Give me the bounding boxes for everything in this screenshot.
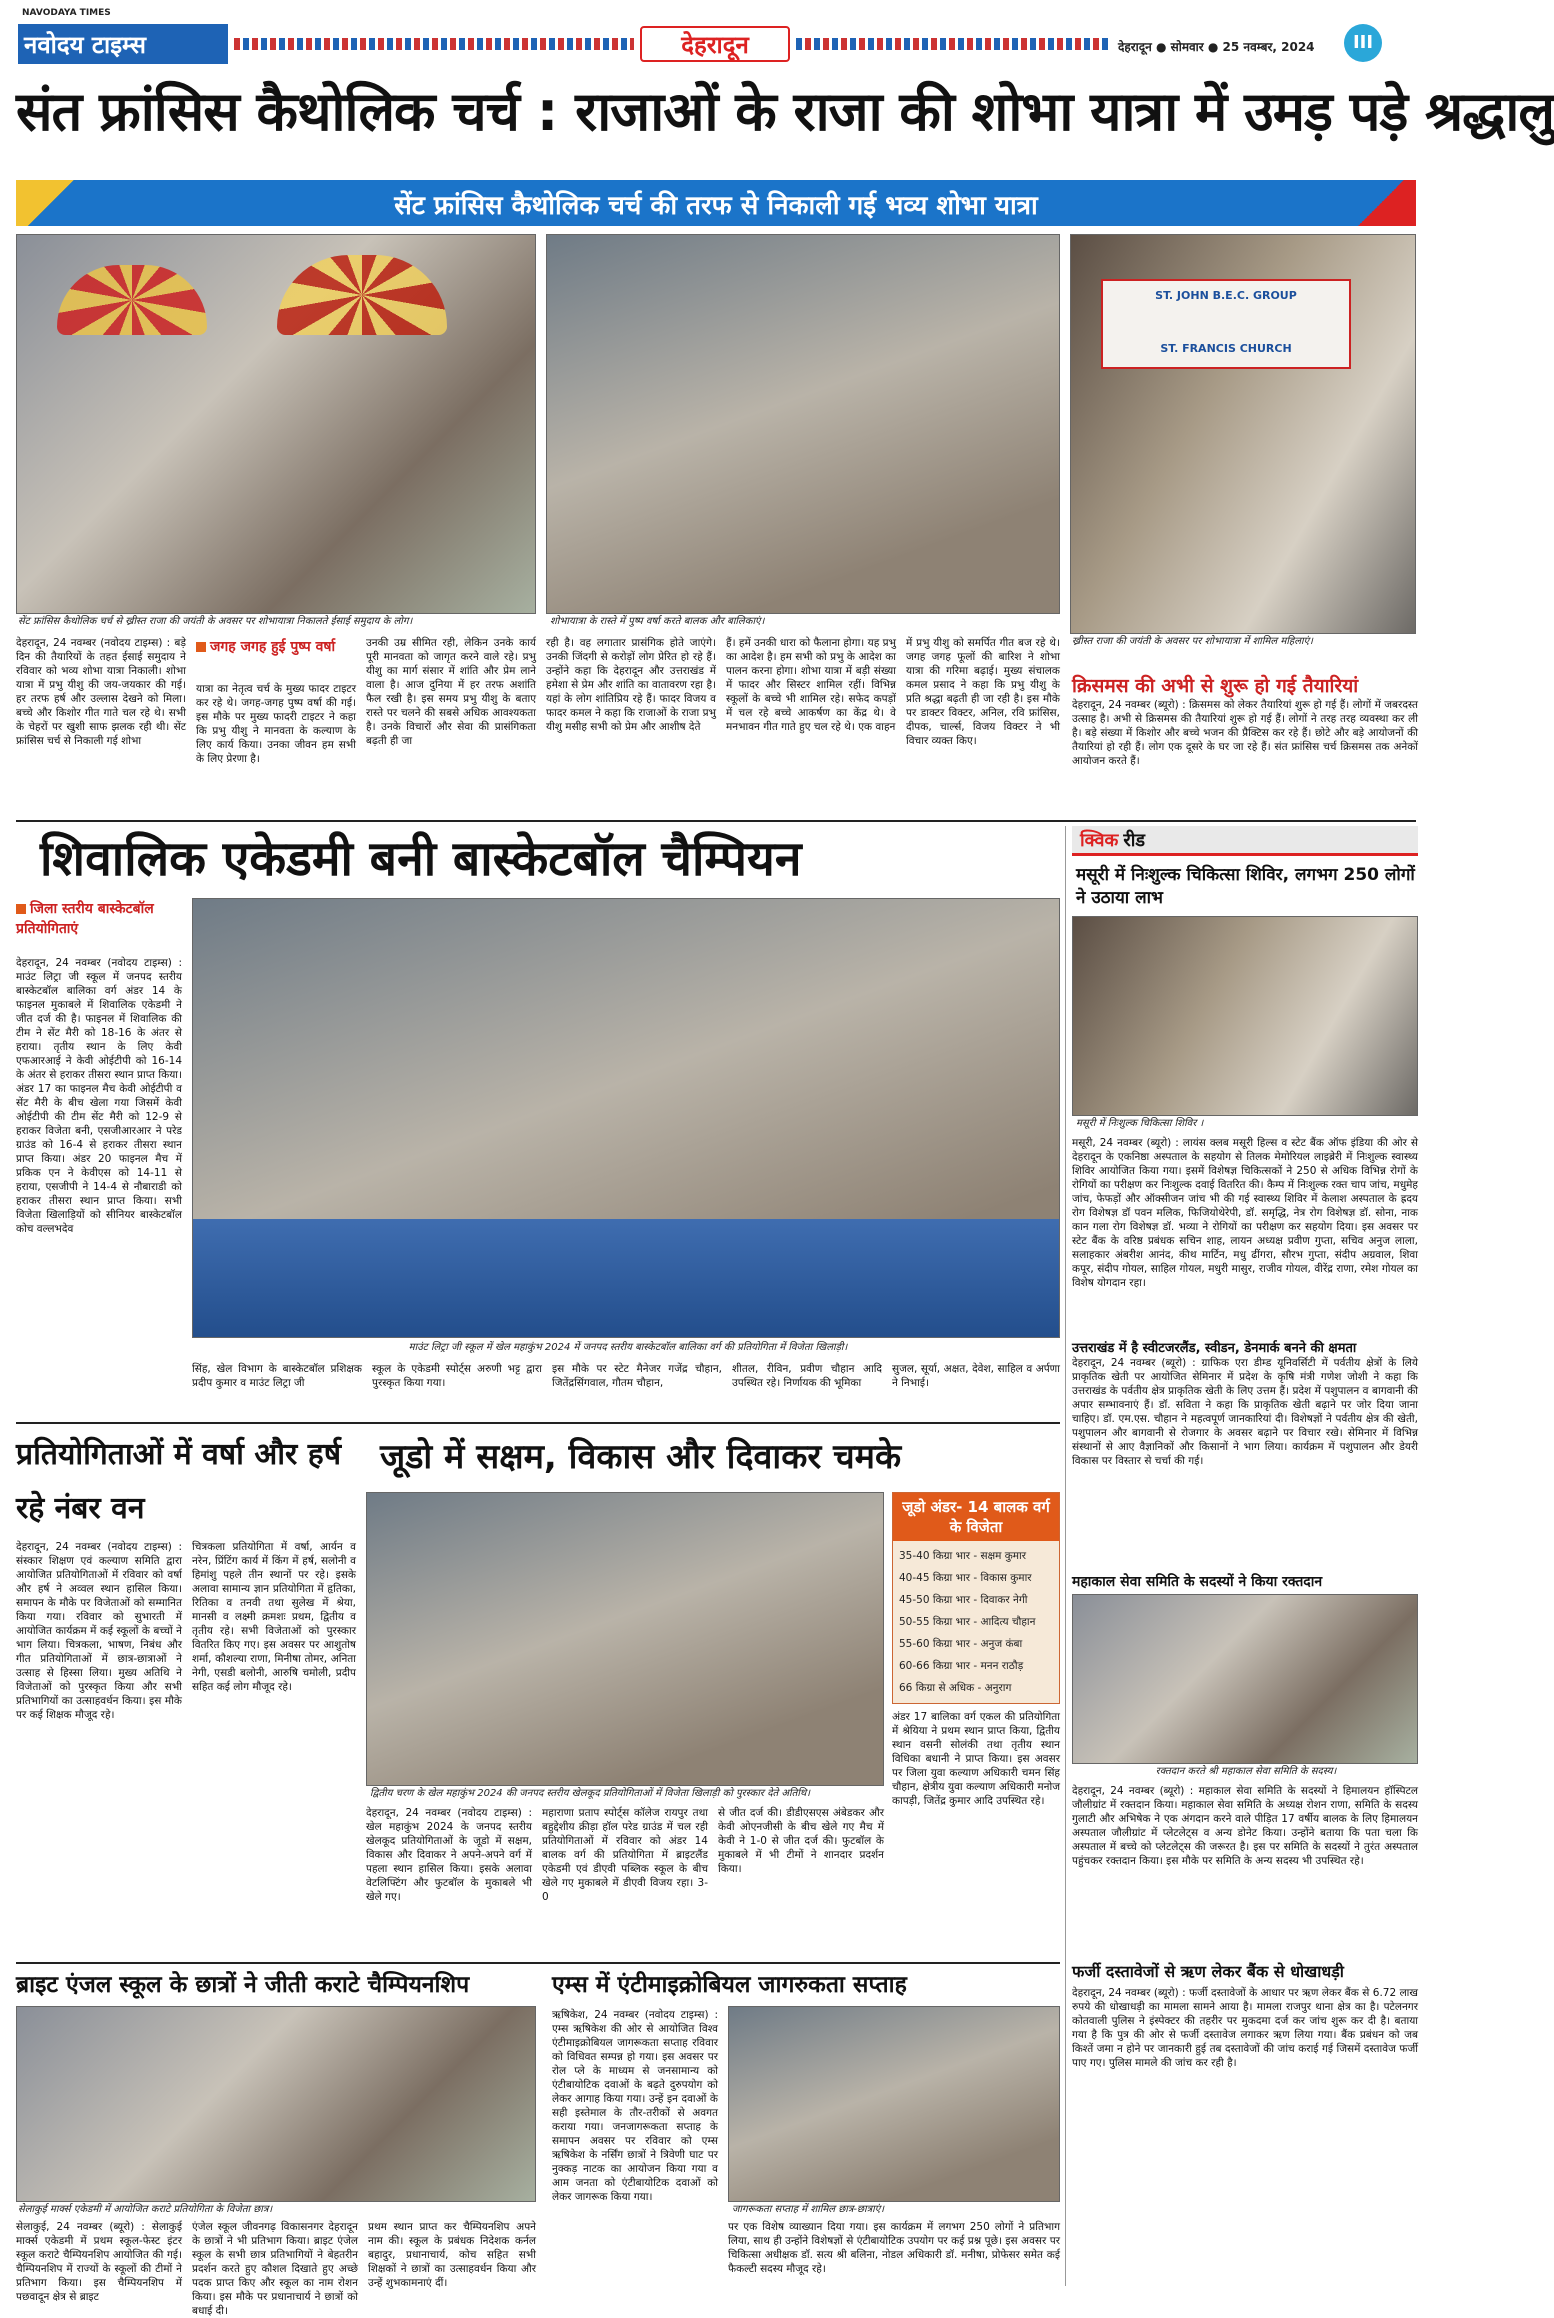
lead-body-col4: रही है। वह लगातार प्रासंगिक होते जाएंगे। उनकी जिंदगी से करोड़ों लोग प्रेरित हो रहे हैं। उन्होंने कहा कि देहरादून और उत्तराखंड में हमेशा से प्रेम और शांति का वातावरण रहा है। यहां के लोग शांतिप्रिय रहे हैं। फादर विजय व फादर कमल ने कहा कि राजाओं के राजा प्रभु यीशु मसीह सभी को प्रेम और आशीष देते [546,637,716,733]
karate-body-col1: सेलाकुई, 24 नवम्बर (ब्यूरो) : सेलाकुई मार्क्स एकेडमी में प्रथम स्कूल-फेस्ट इंटर स्कूल कराटे चैम्पियनशिप आयोजित की गई। चैम्पियनशिप में राज्यों के स्कूलों की टीमों ने प्रतिभाग किया। इस चैम्पियनशिप में पछवादून क्षेत्र से ब्राइट [16,2221,182,2303]
judo-body-col1: देहरादून, 24 नवम्बर (नवोदय टाइम्स) : खेल महाकुंभ 2024 के जनपद स्तरीय खेलकूद प्रतियोगिताओं के जूडो में सक्षम, विकास और दिवाकर ने अपने-अपने वर्ग में पहला स्थान हासिल किया। इसके अलावा वेटलिफ्टिंग और फुटबॉल के मुकाबले भी खेले गए। [366,1807,532,1903]
lead-body-col3: उनकी उम्र सीमित रही, लेकिन उनके कार्य पूरी मानवता को जागृत करने वाले रहे। प्रभु यीशु का मार्ग संसार में शांति और प्रेम लाने वाला है। आज दुनिया में हर तरफ अशांति फैल रखी है। इस समय प्रभु यीशु के बताए रास्ते पर चलने की सबसे अधिक आवश्यकता है। उनके विचारों और सेवा की प्रासंगिकता बढ़ती ही जा [366,637,536,747]
kicker-text: जिला स्तरीय बास्केटबॉल प्रतियोगिताएं [16,901,154,937]
basketball-body-col5: शीतल, रीविन, प्रवीण चौहान आदि उपस्थित रहे। निर्णायक की भूमिका [732,1363,882,1389]
quick-read-header [1072,826,1418,856]
quick-story3-headline: महाकाल सेवा समिति के सदस्यों ने किया रक्तदान [1072,1574,1323,1590]
basketball-body-col3: स्कूल के एकेडमी स्पोर्ट्स अरुणी भट्ट द्वारा पुरस्कृत किया गया। [372,1363,542,1389]
varsha-body-col2: चित्रकला प्रतियोगिता में वर्षा, आर्यन व नरेन, प्रिंटिंग कार्य में किंग में हर्ष, सलोनी व हिमांशु पहले तीन स्थानों पर रहे। इसके अलावा सामान्य ज्ञान प्रतियोगिता में हृतिका, रितिका व तनवी तथा सुलेख में श्रेया, मानसी व लक्ष्मी क्रमशः प्रथम, द्वितीय व तृतीय रहे। सभी विजेताओं को पुरस्कार वितरित किए गए। इस अवसर पर आशुतोष शर्मा, कौशल्या राणा, मिनीषा तोमर, अनिता नेगी, एसडी बलोनी, आरुषि चमोली, प्रदीप सहित कई लोग मौजूद रहे। [192,1541,356,1693]
quick-story2-body: देहरादून, 24 नवम्बर (ब्यूरो) : ग्राफिक एरा डीम्ड यूनिवर्सिटी में पर्वतीय क्षेत्रों के लिये प्राकृतिक खेती पर आयोजित सेमिनार में प्रदेश के कृषि मंत्री गणेश जोशी ने कहा कि उत्तराखंड के पर्वतीय क्षेत्र प्राकृतिक खेती के लिए उत्तम हैं। प्रदेश में पशुपालन व बागवानी की अपार सम्भावनाएं हैं। डॉ. सविता ने कहा कि प्राकृतिक खेती बढ़ाने पर जोर दिया जाना चाहिए। डॉ. एम.एस. चौहान ने महत्वपूर्ण जानकारियां दी। विशेषज्ञों ने पर्वतीय क्षेत्र की खेती, पशुपालन और बागवानी से रोजगार के अवसर बढ़ाने पर विचार रखे। सेमिनार में विभिन्न संस्थानों से आए वैज्ञानिकों और किसानों ने भाग लिया। कार्यक्रम में पशुपालन और डेयरी विकास पर विस्तार से चर्चा की गई। [1072,1357,1418,1467]
lead-photo-caption-3: ख्रीस्त राजा की जयंती के अवसर पर शोभायात्रा में शामिल महिलाएं। [1072,636,1313,647]
aiims-body-col1: ऋषिकेश, 24 नवम्बर (नवोदय टाइम्स) : एम्स ऋषिकेश की ओर से आयोजित विश्व एंटीमाइक्रोबियल जागरूकता सप्ताह रविवार को विधिवत सम्पन्न हो गया। इस अवसर पर रोल प्ले के माध्यम से जनसामान्य को एंटीबायोटिक दवाओं के बढ़ते दुरुपयोग को लेकर आगाह किया गया। उन्हें इन दवाओं के सही इस्तेमाल के तौर-तरीकों से अवगत कराया गया। जनजागरूकता सप्ताह के समापन अवसर पर रविवार को एम्स ऋषिकेश के नर्सिंग छात्रों ने त्रिवेणी घाट पर नुक्कड़ नाटक का आयोजन किया गया व आम जनता को एंटीबायोटिक दवाओं को लेकर जागरूक किया गया। [552,2009,718,2203]
lead-headline: संत फ्रांसिस कैथोलिक चर्च : राजाओं के राजा की शोभा यात्रा में उमड़ पड़े श्रद्धालु [16,80,1554,143]
judo-winner-item: 35-40 किग्रा भार - सक्षम कुमार [899,1550,1027,1562]
christmas-body: देहरादून, 24 नवम्बर (ब्यूरो) : क्रिसमस को लेकर तैयारियां शुरू हो गई हैं। लोगों में जबरदस्त उत्साह है। अभी से क्रिसमस की तैयारियां शुरू हो गई हैं। लोगों ने तरह तरह व्यवस्था कर ली है। बड़े संख्या में किशोर और बच्चे भजन की प्रैक्टिस कर रहे हैं। छोटे और बड़े आयोजनों की तैयारियां हो रही हैं। लोग एक दूसरे के घर जा रहे हैं। संत फ्रांसिस चर्च क्रिसमस तक अनेकों आयोजन करते हैं। [1072,699,1418,767]
column-divider [1065,826,1066,2286]
lead-photo-children [546,234,1060,614]
judo-body-col2: महाराणा प्रताप स्पोर्ट्स कॉलेज रायपुर तथा बहुद्देशीय क्रीड़ा हॉल परेड ग्राउंड में चल रही प्रतियोगिताओं में रविवार को अंडर 14 बालक वर्ग की प्रतियोगिता में ब्राइटलैंड एकेडमी एवं डीएवी पब्लिक स्कूल के बीच खेले गए मुकाबले में डीएवी विजय रहा। 3-0 [542,1807,708,1903]
quick-story1-caption: मसूरी में निःशुल्क चिकित्सा शिविर । [1076,1118,1204,1129]
lead-photo-procession [16,234,536,614]
aiims-headline: एम्स में एंटीमाइक्रोबियल जागरुकता सप्ताह [552,1972,907,1998]
quick-story4-body: देहरादून, 24 नवम्बर (ब्यूरो) : फर्जी दस्तावेजों के आधार पर ऋण लेकर बैंक से 6.72 लाख रुपये की धोखाधड़ी का मामला सामने आया है। मामला राजपुर थाना क्षेत्र का है। पटेलनगर कोतवाली पुलिस ने इंस्पेक्टर की तहरीर पर मुकदमा दर्ज कर जांच शुरू कर दी है। बताया गया है कि पुत्र की ओर से फर्जी दस्तावेज लगाकर ऋण लिया गया। बैंक प्रबंधन को जब किश्तें जमा न होने पर जानकारी हुई तब दस्तावेजों की जांच कराई गई जिसमें दस्तावेज फर्जी पाए गए। पुलिस मामले की जांच कर रही है। [1072,1987,1418,2069]
judo-winner-item: 60-66 किग्रा भार - मनन राठौड़ [899,1660,1024,1672]
quick-story1-body: मसूरी, 24 नवम्बर (ब्यूरो) : लायंस क्लब मसूरी हिल्स व स्टेट बैंक ऑफ इंडिया की ओर से देहरादून के एकनिष्ठा अस्पताल के सहयोग से तिलक मेमोरियल लाइब्रेरी में निःशुल्क स्वास्थ्य शिविर आयोजित किया गया। इसमें विशेषज्ञ चिकित्सकों ने 250 से अधिक विभिन्न रोगों के रोगियों का परीक्षण कर निःशुल्क दवाई वितरित की। कैम्प में निःशुल्क रक्त चाप जांच, मधुमेह जांच, फेफड़ों और ऑक्सीजन जांच भी की गई स्वास्थ्य शिविर में केलाश अस्पताल के ह्रदय रोग विशेषज्ञ डॉ पवन मलिक, फिजियोथेरेपी, डॉ. समृद्धि, नेत्र रोग विशेषज्ञ डॉ. सोना, नाक कान गला रोग विशेषज्ञ डॉ. भव्या ने रोगियों का परीक्षण कर सहयोग दिया। इस अवसर पर स्टेट बैंक के वरिष्ठ प्रबंधक सचिन शाह, लायन अध्यक्ष प्रवीण गुप्ता, सचिव अनुज लाला, सलाहकार अंबरीश आनंद, कीथ मार्टिन, मधु ढींगरा, सौरभ गुप्ता, संदीप अग्रवाल, शिवा कपूर, संदीप गोयल, साहिल गोयल, मधुरी मासुर, राजीव गोयल, वीरेंद्र राणा, रमेश गोयल का विशेष योगदान रहा। [1072,1137,1418,1289]
dateline: देहरादून ● सोमवार ● 25 नवम्बर, 2024 [1118,40,1315,54]
judo-caption: द्वितीय चरण के खेल महाकुंभ 2024 की जनपद स्तरीय खेलकूद प्रतियोगिताओं में विजेता खिलाड़ी को पुरस्कार देते अतिथि। [370,1788,811,1799]
masthead-divider-left [234,38,634,50]
quick-story3-photo [1072,1594,1418,1764]
quick-story1-photo [1072,916,1418,1116]
quick-story3-caption: रक्तदान करते श्री महाकाल सेवा समिति के सदस्य। [1155,1766,1337,1777]
judo-winners-list [893,1541,1059,1703]
varsha-body-col1: देहरादून, 24 नवम्बर (नवोदय टाइम्स) : संस्कार शिक्षण एवं कल्याण समिति द्वारा आयोजित प्रतियोगिताओं में रविवार को वर्षा और हर्ष ने अव्वल स्थान हासिल किया। समापन के मौके पर विजेताओं को सम्मानित किया गया। रविवार को सुभारती में आयोजित कार्यक्रम में कई स्कूलों के बच्चों ने भाग लिया। चित्रकला, भाषण, निबंध और गीत प्रतियोगिताओं में छात्र-छात्राओं ने उत्साह से हिस्सा लिया। मुख्य अतिथि ने विजेताओं को पुरस्कृत किया और सभी प्रतिभागियों का उत्साहवर्धन किया। इस मौके पर कई शिक्षक मौजूद रहे। [16,1541,182,1721]
lead-body-col1: देहरादून, 24 नवम्बर (नवोदय टाइम्स) : बड़े दिन की तैयारियों के तहत ईसाई समुदाय ने रविवार को भव्य शोभा यात्रा निकाली। शोभा यात्रा में प्रभु यीशु की जय-जयकार की गई। हर तरफ हर्ष और उल्लास देखने को मिला। बच्चे और किशोर गीत गाते चल रहे थे। सभी के चेहरों पर खुशी साफ झलक रही थी। सेंट फ्रांसिस चर्च से निकाली गई शोभा [16,637,186,747]
lead-body-col6: में प्रभु यीशु को समर्पित गीत बज रहे थे। जगह जगह फूलों की बारिश ने शोभा यात्रा की गरिमा बढ़ाई। मुख्य संचालक कमल प्रसाद ने कहा कि प्रभु यीशु के प्रति श्रद्धा बढ़ती ही जा रही है। इस मौके पर डाक्टर विक्टर, अनिल, रवि फ्रांसिस, दीपक, चार्ल्स, विजय विक्टर ने भी विचार व्यक्त किए। [906,637,1060,747]
karate-caption: सेलाकुई मार्क्स एकेडमी में आयोजित कराटे प्रतियोगिता के विजेता छात्र। [18,2204,273,2215]
karate-body-col2: एंजेल स्कूल जीवनगढ़ विकासनगर देहरादून के छात्रों ने भी प्रतिभाग किया। ब्राइट एंजेल स्कूल के सभी छात्र प्रतिभागियों ने बेहतरीन प्रदर्शन करते हुए कौशल दिखाते हुए अच्छे पदक प्राप्त किए और स्कूल का नाम रोशन किया। इस मौके पर प्रधानाचार्य ने छात्रों को बधाई दी। [192,2221,358,2317]
judo-body-col3: से जीत दर्ज की। डीडीएसएस अंबेडकर और केवी ओएनजीसी के बीच खेले गए मैच में केवी ने 1-0 से जीत दर्ज की। फुटबॉल के मुकाबले में भी टीमों ने शानदार प्रदर्शन किया। [718,1807,884,1875]
lead-sidebox [196,636,356,676]
judo-box-title: जूडो अंडर- 14 बालक वर्ग के विजेता [893,1493,1059,1541]
quick-label-a: क्विक [1080,830,1119,851]
lead-subhead-band [16,180,1416,226]
rule-judo [16,1962,1060,1964]
varsha-headline: प्रतियोगिताओं में वर्षा और हर्ष रहे नंबर वन [16,1437,342,1526]
court-floor [193,1219,1059,1337]
karate-body-col3: प्रथम स्थान प्राप्त कर चैम्पियनशिप अपने नाम की। स्कूल के प्रबंधक निदेशक कर्नल बहादुर, प्रधानाचार्य, कोच सहित सभी शिक्षकों ने छात्रों का उत्साहवर्धन किया और उन्हें शुभकामनाएं दीं। [368,2221,536,2289]
basketball-caption: माउंट लिट्रा जी स्कूल में खेल महाकुंभ 2024 में जनपद स्तरीय बास्केटबॉल बालिका वर्ग की प्रतियोगिता में विजेता खिलाड़ी। [408,1342,848,1353]
quick-label-b: रीड [1123,830,1146,851]
judo-winner-item: 50-55 किग्रा भार - आदित्य चौहान [899,1616,1036,1628]
judo-winner-item: 55-60 किग्रा भार - अनुज कंबा [899,1638,1023,1650]
sidebox-bullet [196,642,206,652]
judo-photo [366,1492,884,1786]
rule-lead [16,820,1416,822]
judo-winner-item: 66 किग्रा से अधिक - अनुराग [899,1682,1012,1694]
quick-story4-headline: फर्जी दस्तावेजों से ऋण लेकर बैंक से धोखाधड़ी [1072,1962,1344,1981]
masthead-divider-right [796,38,1111,50]
aiims-body-col2: पर एक विशेष व्याख्यान दिया गया। इस कार्यक्रम में लगभग 250 लोगों ने प्रतिभाग लिया, साथ ही उन्होंने विशेषज्ञों से एंटीबायोटिक उपयोग पर कई प्रश्न पूछे। इस अवसर पर चिकित्सा अधीक्षक डॉ. सत्य श्री बलिना, नोडल अधिकारी डॉ. मनीषा, प्रोफेसर समेत कई फैकल्टी सदस्य मौजूद रहे। [728,2221,1060,2275]
karate-headline: ब्राइट एंजल स्कूल के छात्रों ने जीती कराटे चैम्पियनशिप [16,1972,470,1998]
quick-story1-headline: मसूरी में निःशुल्क चिकित्सा शिविर, लगभग 250 लोगों ने उठाया लाभ [1076,865,1415,908]
banner-text-2: ST. FRANCIS CHURCH [1160,342,1292,355]
lead-photo-caption-2: शोभायात्रा के रास्ते में पुष्प वर्षा करते बालक और बालिकाएं। [550,616,765,627]
quick-story3-body: देहरादून, 24 नवम्बर (ब्यूरो) : महाकाल सेवा समिति के सदस्यों ने हिमालयन हॉस्पिटल जौलीग्रांट में रक्तदान किया। महाकाल सेवा समिति के अध्यक्ष रोशन राणा, समिति के सदस्य गुलाटी और अभिषेक ने एक अंगदान करने वाले पीड़ित 17 वर्षीय बालक के लिए हिमालयन अस्पताल जौलीग्रांट में प्लेटलेट्स व अन्य डोनेट किया। उन्होंने बताया कि पता चला कि अस्पताल में बच्चे को प्लेटलेट्स की जरूरत है। इस पर समिति के सदस्यों ने तुरंत अस्पताल पहुंचकर रक्तदान किया। इस मौके पर समिति के अन्य सदस्य भी उपस्थित रहे। [1072,1785,1418,1867]
page-number: III [1344,24,1382,62]
aiims-photo [728,2006,1060,2202]
kicker-bullet [16,904,26,914]
lead-subhead: सेंट फ्रांसिस कैथोलिक चर्च की तरफ से निकाली गई भव्य शोभा यात्रा [394,191,1038,221]
basketball-kicker [16,898,182,938]
sidebox-title: जगह जगह हुई पुष्प वर्षा [210,639,336,655]
banner-text: ST. JOHN B.E.C. GROUP [1155,289,1297,302]
judo-winners-box [892,1492,1060,1704]
lead-photo-caption-1: सेंट फ्रांसिस कैथोलिक चर्च से ख्रीस्त राजा की जयंती के अवसर पर शोभायात्रा निकालते ईसाई समुदाय के लोग। [18,616,413,627]
paper-name: नवोदय टाइम्स [24,31,147,59]
masthead [0,0,1429,70]
band-left-accent [16,180,86,226]
umbrella-shape [57,265,207,335]
group-banner [1101,279,1351,369]
aiims-caption: जागरूकता सप्ताह में शामिल छात्र-छात्राएं। [732,2204,885,2215]
basketball-body-col1: देहरादून, 24 नवम्बर (नवोदय टाइम्स) : माउंट लिट्रा जी स्कूल में जनपद स्तरीय बास्केटबॉल बालिका वर्ग अंडर 14 के फाइनल मुकाबले में शिवालिक एकेडमी ने जीत दर्ज की है। फाइनल में शिवालिक की टीम ने सेंट मैरी को 18-16 के अंतर से हराया। तृतीय स्थान के लिए केवी एफआरआई ने केवी ओईटीपी को 16-14 के अंतर से हराकर तीसरा स्थान प्राप्त किया। अंडर 17 का फाइनल मैच केवी ओईटीपी व सेंट मैरी के बीच खेला गया जिसमें केवी ओईटीपी की टीम सेंट मैरी को 12-9 से हराकर विजेता बनी, एसजीआरआर ने परेड ग्राउंड को 16-4 से हराकर तीसरा स्थान प्राप्त किया। अंडर 20 फाइनल मैच में प्रकिक एन ने केवीएस को 14-11 से हराया, एसजीपी ने 14-4 से नौबाराडी को हराकर तीसरा स्थान प्राप्त किया। सभी विजेता खिलाड़ियों को सीनियर बास्केटबॉल कोच वल्लभदेव [16,957,182,1235]
quick-story2-headline: उत्तराखंड में है स्वीटजरलैंड, स्वीडन, डेनमार्क बनने की क्षमता [1072,1341,1357,1356]
basketball-team-photo [192,898,1060,1338]
judo-headline: जूडो में सक्षम, विकास और दिवाकर चमके [380,1437,902,1477]
band-right-accent [1346,180,1416,226]
judo-winner-item: 45-50 किग्रा भार - दिवाकर नेगी [899,1594,1028,1606]
paper-small-name: NAVODAYA TIMES [22,8,111,18]
city-section-label: देहरादून [640,26,790,62]
basketball-body-col4: इस मौके पर स्टेट मैनेजर गजेंद्र चौहान, जितेंद्रसिंगवाल, गौतम चौहान, [552,1363,722,1389]
lead-photo-women [1070,234,1416,634]
karate-photo [16,2006,536,2202]
basketball-headline: शिवालिक एकेडमी बनी बास्केटबॉल चैम्पियन [40,831,802,887]
christmas-headline: क्रिसमस की अभी से शुरू हो गई तैयारियां [1072,675,1359,697]
masthead-logo [18,8,228,64]
rule-basketball [16,1422,1060,1424]
basketball-body-col6: सुजल, सूर्या, अक्षत, देवेश, साहिल व अर्पणा ने निभाई। [892,1363,1060,1389]
lead-body-col5: हैं। हमें उनकी धारा को फैलाना होगा। यह प्रभु का आदेश है। हम सभी को प्रभु के आदेश का पालन करना होगा। शोभा यात्रा में बड़ी संख्या में फादर और सिस्टर शामिल रहीं। विभिन्न स्कूलों के बच्चे भी शामिल रहे। सफेद कपड़ों में चल रहे बच्चे आकर्षण का केंद्र थे। वे मनभावन गीत गाते हुए चल रहे थे। एक वाहन [726,637,896,733]
judo-body-col4: अंडर 17 बालिका वर्ग एकल की प्रतियोगिता में श्रेयिया ने प्रथम स्थान प्राप्त किया, द्वितीय स्थान वसनी सोलंकी तथा तृतीय स्थान विधिका बधानी ने प्राप्त किया। इस अवसर पर जिला युवा कल्याण अधिकारी चमन सिंह चौहान, क्षेत्रीय युवा कल्याण अधिकारी मनोज कापड़ी, जितेंद्र कुमार आदि उपस्थित रहे। [892,1711,1060,1807]
lead-body-col2: यात्रा का नेतृत्व चर्च के मुख्य फादर टाइटर कर रहे थे। जगह-जगह पुष्प वर्षा की गई। इस मौके पर मुख्य फादरी टाइटर ने कहा कि प्रभु यीशु ने मानवता के कल्याण के लिए कार्य किया। उनका जीवन हम सभी के लिए प्रेरणा है। [196,683,356,765]
umbrella-shape [277,255,447,335]
judo-winner-item: 40-45 किग्रा भार - विकास कुमार [899,1572,1032,1584]
basketball-body-col2: सिंह, खेल विभाग के बास्केटबॉल प्रशिक्षक प्रदीप कुमार व माउंट लिट्रा जी [192,1363,362,1389]
